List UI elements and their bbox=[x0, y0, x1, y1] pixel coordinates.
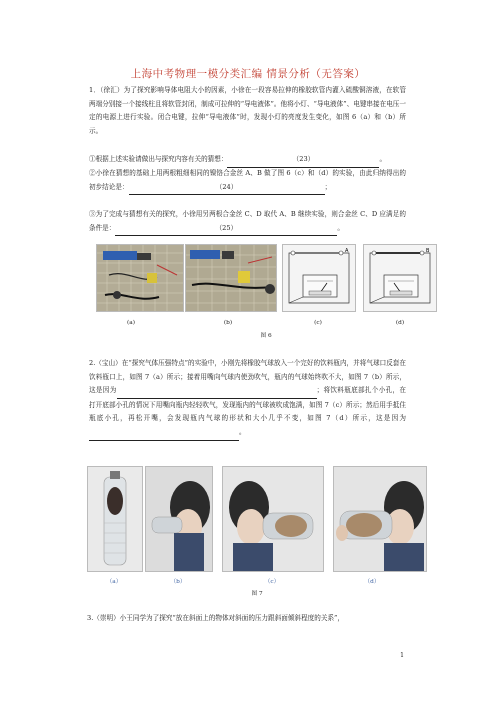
fig7-caption-b: （b） bbox=[170, 579, 186, 585]
q2-intro-text: 2.（宝山）在“探究气体压强特点”的实验中，小刚先将橡胶气球放入一个完好的饮料瓶内，并将气球口反套在饮料瓶口上，如图 7（a）所示；接着用嘴向气球内使劲吹气，瓶内的气球始终吹不大，如图 7（b）所示，这是因为 bbox=[89, 359, 406, 395]
photo-bottle-b bbox=[145, 466, 213, 572]
q1-step2-text: ②小徐在猜想的基础上用两根粗细相同的镍铬合金丝 A、B 做了图 6（c）和（d）的实验，由此归纳得出的初步结论是： bbox=[89, 169, 406, 191]
wire-label-a: A bbox=[345, 248, 349, 254]
q1-step3-text: ③为了完成与猜想有关的探究，小徐用另两根合金丝 C、D 取代 A、B 继续实验，则合金丝 C、D 应满足的条件是： bbox=[89, 210, 406, 232]
q1-step1-text: ①根据上述实验请做出与探究内容有关的猜想： bbox=[89, 155, 228, 163]
fig6-caption-d: (d) bbox=[395, 320, 405, 326]
photo-bottle-d bbox=[333, 466, 427, 572]
photo-bottle-c bbox=[222, 466, 324, 572]
photo-circuit-a bbox=[96, 244, 184, 312]
diagram-wire-b bbox=[363, 244, 437, 312]
q1-step3-end: 。 bbox=[337, 223, 344, 232]
answer-blank-25[interactable]: （25） bbox=[115, 222, 337, 237]
photo-circuit-b bbox=[185, 244, 277, 312]
answer-blank-23[interactable]: （23） bbox=[227, 153, 379, 168]
fig6-caption-a: (a) bbox=[127, 320, 135, 326]
page-number: 1 bbox=[400, 652, 404, 659]
q1-step2-end: ； bbox=[324, 182, 332, 191]
q1-intro-text: 1．（徐汇）为了探究影响导体电阻大小的因素，小徐在一段容易拉伸的橡胶软管内灌入硫酸铜溶液，在软管两端分别接一个接线柱且将软管封闭，制成可拉伸的“导电液体”。他将小灯、“导电液体”、电键串接在电压一定的电源上进行实验。闭合电键，拉伸“导电液体”时，发现小灯的亮度发生变化，如图 6（a）和（b）所示。 bbox=[89, 86, 406, 135]
fig6-caption-b: (b) bbox=[223, 320, 233, 326]
q1-step1-end: 。 bbox=[379, 155, 387, 163]
figure-6-label: 图 6 bbox=[260, 333, 272, 339]
answer-blank-q2-2[interactable] bbox=[89, 426, 239, 441]
figure-7-label: 图 7 bbox=[251, 591, 263, 597]
q2-intro bbox=[89, 357, 406, 441]
fig7-caption-c: （c） bbox=[264, 579, 280, 585]
fig7-caption-a: （a） bbox=[106, 579, 122, 585]
q1-step3 bbox=[89, 208, 406, 236]
q1-intro bbox=[89, 84, 406, 138]
photo-bottle-a bbox=[87, 466, 143, 572]
answer-blank-q2-1[interactable] bbox=[117, 384, 317, 399]
wire-label-b: B bbox=[426, 248, 430, 254]
page-title: 上海中考物理一模分类汇编 情景分析（无答案） bbox=[130, 68, 366, 80]
q2-mid-text: ；将饮料瓶底部扎个小孔，在打开底部小孔的情况下用嘴向瓶内轻轻吹气，发现瓶内的气球被吹成饱满，如图 7（c）所示；然后用手抵住瓶底小孔，再松开嘴，会发现瓶内气球的形状和大小几乎不变，如图 7（d）所示，这是因为 bbox=[89, 386, 407, 423]
answer-blank-24[interactable]: （24） bbox=[129, 181, 325, 196]
q1-step2 bbox=[89, 167, 406, 195]
q3-intro bbox=[87, 612, 417, 626]
fig7-caption-d: （d） bbox=[364, 579, 380, 585]
fig6-caption-c: (c) bbox=[314, 320, 322, 326]
diagram-wire-a bbox=[282, 244, 356, 312]
q1-step1 bbox=[89, 153, 406, 168]
q3-intro-text: 3.（崇明）小王同学为了探究“放在斜面上的物体对斜面的压力跟斜面倾斜程度的关系”， bbox=[87, 614, 344, 622]
q2-end-text: 。 bbox=[239, 427, 246, 436]
